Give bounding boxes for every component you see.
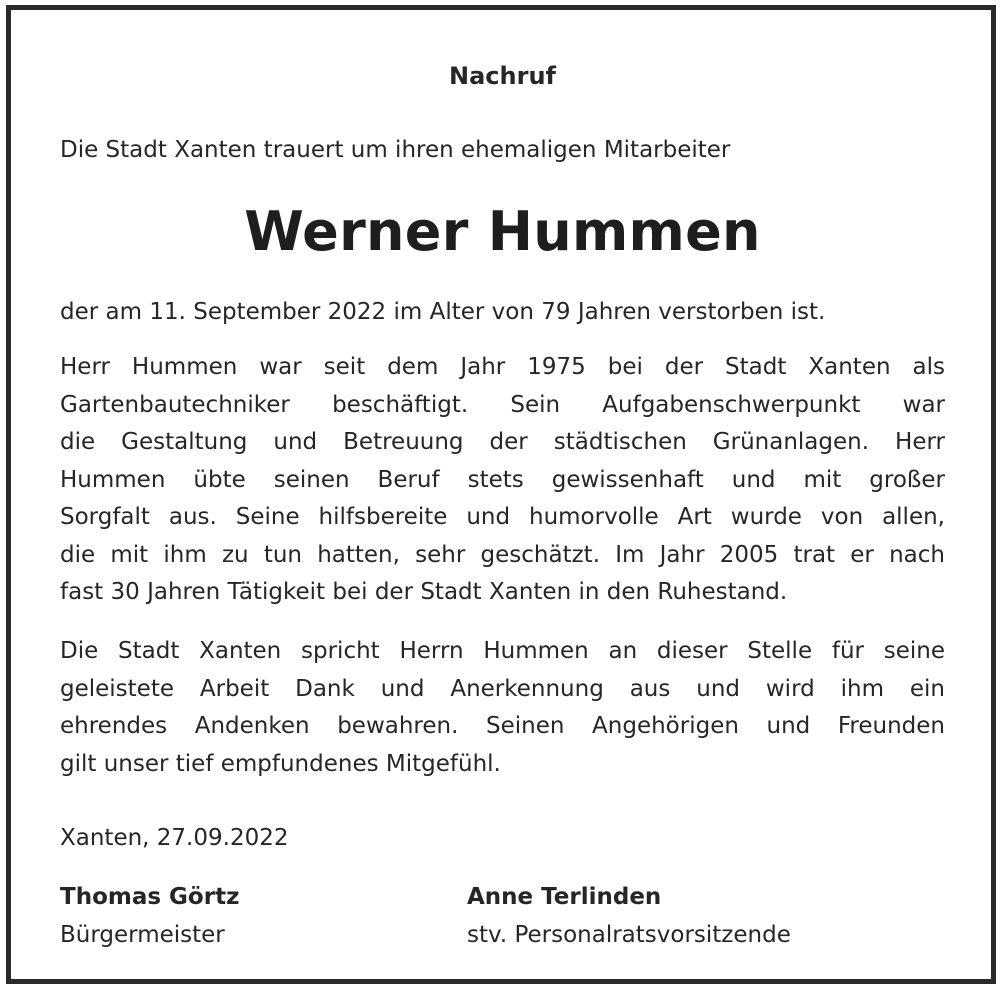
place-date: Xanten, 27.09.2022 — [60, 825, 289, 851]
signer-name: Thomas Görtz — [60, 884, 240, 910]
obituary-heading: Nachruf — [449, 62, 556, 90]
biography-paragraph — [60, 349, 945, 612]
paragraph-line: Die Stadt Xanten spricht Herrn Hummen an dieser Stelle für seine — [60, 638, 945, 664]
paragraph-line: geleistete Arbeit Dank und Anerkennung aus und wird ihm ein — [60, 675, 945, 702]
signer-right — [467, 878, 791, 954]
paragraph-line: ehrendes Andenken bewahren. Seinen Angehörigen und Freunden — [60, 713, 945, 739]
paragraph-line: Gartenbautechniker beschäftigt. Sein Aufgabenschwerpunkt war — [60, 391, 945, 418]
intro-text: Die Stadt Xanten trauert um ihren ehemaligen Mitarbeiter — [60, 137, 731, 163]
paragraph-line: die mit ihm zu tun hatten, sehr geschätzt. Im Jahr 2005 trat er nach — [60, 541, 945, 568]
signer-role: stv. Personalratsvorsitzende — [467, 922, 791, 948]
paragraph-line: Herr Hummen war seit dem Jahr 1975 bei der Stadt Xanten als — [60, 354, 945, 380]
paragraph-line: die Gestaltung und Betreuung der städtischen Grünanlagen. Herr — [60, 429, 945, 455]
paragraph-line: fast 30 Jahren Tätigkeit bei der Stadt Xanten in den Ruhestand. — [60, 579, 788, 605]
signer-name: Anne Terlinden — [467, 884, 662, 910]
condolence-paragraph — [60, 633, 945, 783]
paragraph-line: Hummen übte seinen Beruf stets gewissenhaft und mit großer — [60, 466, 945, 493]
signer-left — [60, 878, 239, 954]
obituary-frame — [6, 5, 996, 984]
paragraph-line: Sorgfalt aus. Seine hilfsbereite und humorvolle Art wurde von allen, — [60, 504, 945, 530]
paragraph-line: gilt unser tief empfundenes Mitgefühl. — [60, 750, 501, 777]
death-info: der am 11. September 2022 im Alter von 79 Jahren verstorben ist. — [60, 299, 826, 325]
signer-role: Bürgermeister — [60, 922, 225, 948]
deceased-name: Werner Hummen — [244, 200, 761, 263]
